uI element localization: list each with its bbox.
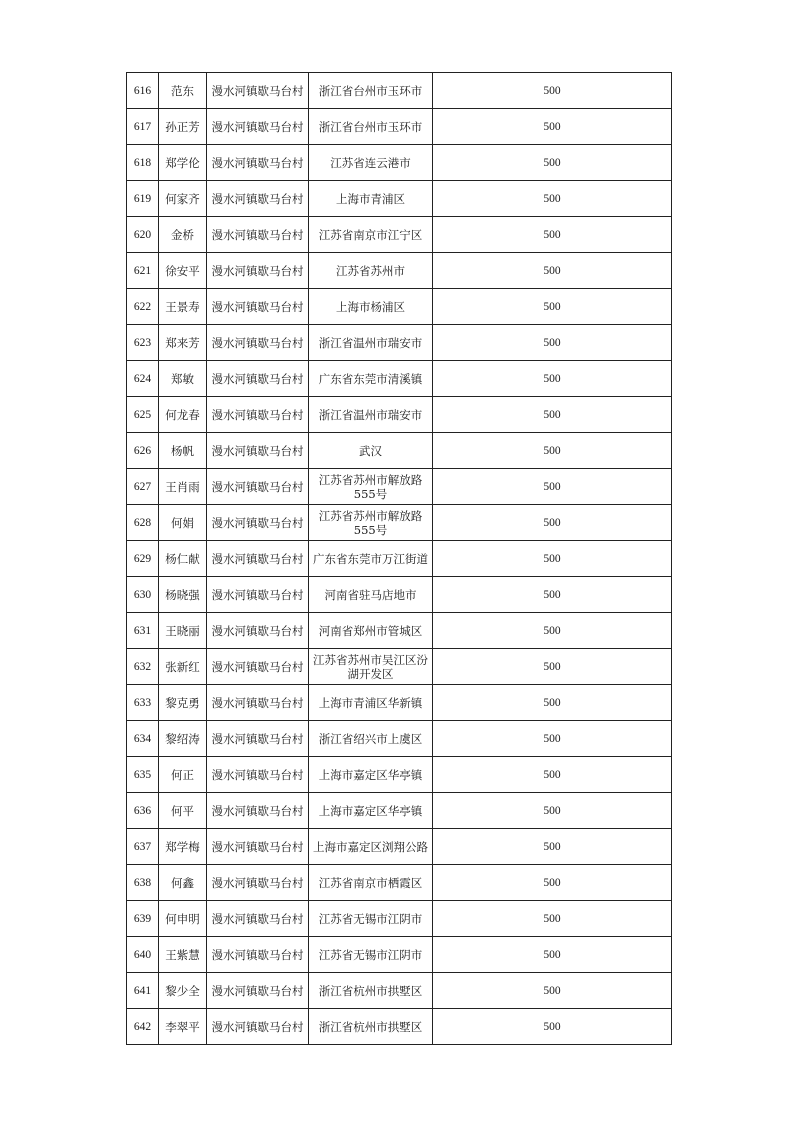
village-name: 漫水河镇歇马台村 bbox=[207, 181, 309, 217]
work-address: 江苏省苏州市吴江区汾湖开发区 bbox=[309, 649, 433, 685]
village-name: 漫水河镇歇马台村 bbox=[207, 973, 309, 1009]
table-row bbox=[127, 577, 672, 613]
table-row bbox=[127, 505, 672, 541]
village-name: 漫水河镇歇马台村 bbox=[207, 937, 309, 973]
person-name: 何娟 bbox=[159, 505, 207, 541]
work-address: 上海市嘉定区华亭镇 bbox=[309, 757, 433, 793]
village-name: 漫水河镇歇马台村 bbox=[207, 397, 309, 433]
subsidy-amount: 500 bbox=[433, 181, 672, 217]
table-row bbox=[127, 757, 672, 793]
row-number: 638 bbox=[127, 865, 159, 901]
village-name: 漫水河镇歇马台村 bbox=[207, 253, 309, 289]
row-number: 616 bbox=[127, 73, 159, 109]
row-number: 622 bbox=[127, 289, 159, 325]
person-name: 杨仁献 bbox=[159, 541, 207, 577]
village-name: 漫水河镇歇马台村 bbox=[207, 145, 309, 181]
village-name: 漫水河镇歇马台村 bbox=[207, 469, 309, 505]
village-name: 漫水河镇歇马台村 bbox=[207, 577, 309, 613]
subsidy-amount: 500 bbox=[433, 649, 672, 685]
work-address: 上海市嘉定区华亭镇 bbox=[309, 793, 433, 829]
subsidy-amount: 500 bbox=[433, 685, 672, 721]
subsidy-amount: 500 bbox=[433, 541, 672, 577]
subsidy-amount: 500 bbox=[433, 469, 672, 505]
subsidy-amount: 500 bbox=[433, 793, 672, 829]
row-number: 630 bbox=[127, 577, 159, 613]
person-name: 郑来芳 bbox=[159, 325, 207, 361]
village-name: 漫水河镇歇马台村 bbox=[207, 361, 309, 397]
work-address: 浙江省温州市瑞安市 bbox=[309, 397, 433, 433]
village-name: 漫水河镇歇马台村 bbox=[207, 829, 309, 865]
table-row bbox=[127, 253, 672, 289]
person-name: 王景寿 bbox=[159, 289, 207, 325]
row-number: 631 bbox=[127, 613, 159, 649]
village-name: 漫水河镇歇马台村 bbox=[207, 613, 309, 649]
person-name: 何龙春 bbox=[159, 397, 207, 433]
subsidy-amount: 500 bbox=[433, 577, 672, 613]
subsidy-amount: 500 bbox=[433, 145, 672, 181]
work-address: 上海市杨浦区 bbox=[309, 289, 433, 325]
village-name: 漫水河镇歇马台村 bbox=[207, 865, 309, 901]
village-name: 漫水河镇歇马台村 bbox=[207, 901, 309, 937]
subsidy-amount: 500 bbox=[433, 829, 672, 865]
subsidy-amount: 500 bbox=[433, 253, 672, 289]
table-row bbox=[127, 829, 672, 865]
table-row bbox=[127, 793, 672, 829]
person-name: 郑学伦 bbox=[159, 145, 207, 181]
subsidy-amount: 500 bbox=[433, 289, 672, 325]
person-name: 金桥 bbox=[159, 217, 207, 253]
records-table bbox=[126, 72, 672, 1045]
work-address: 浙江省杭州市拱墅区 bbox=[309, 1009, 433, 1045]
subsidy-amount: 500 bbox=[433, 937, 672, 973]
subsidy-amount: 500 bbox=[433, 217, 672, 253]
subsidy-amount: 500 bbox=[433, 505, 672, 541]
person-name: 王紫慧 bbox=[159, 937, 207, 973]
village-name: 漫水河镇歇马台村 bbox=[207, 109, 309, 145]
work-address: 江苏省南京市江宁区 bbox=[309, 217, 433, 253]
row-number: 642 bbox=[127, 1009, 159, 1045]
row-number: 639 bbox=[127, 901, 159, 937]
row-number: 641 bbox=[127, 973, 159, 1009]
row-number: 626 bbox=[127, 433, 159, 469]
work-address: 武汉 bbox=[309, 433, 433, 469]
village-name: 漫水河镇歇马台村 bbox=[207, 685, 309, 721]
work-address: 江苏省苏州市解放路555号 bbox=[309, 469, 433, 505]
table-row bbox=[127, 109, 672, 145]
person-name: 郑敏 bbox=[159, 361, 207, 397]
row-number: 635 bbox=[127, 757, 159, 793]
person-name: 黎绍涛 bbox=[159, 721, 207, 757]
village-name: 漫水河镇歇马台村 bbox=[207, 73, 309, 109]
village-name: 漫水河镇歇马台村 bbox=[207, 793, 309, 829]
subsidy-amount: 500 bbox=[433, 325, 672, 361]
table-row bbox=[127, 649, 672, 685]
table-row bbox=[127, 325, 672, 361]
work-address: 江苏省无锡市江阴市 bbox=[309, 937, 433, 973]
subsidy-amount: 500 bbox=[433, 721, 672, 757]
row-number: 633 bbox=[127, 685, 159, 721]
table-row bbox=[127, 613, 672, 649]
work-address: 江苏省连云港市 bbox=[309, 145, 433, 181]
row-number: 619 bbox=[127, 181, 159, 217]
work-address: 江苏省无锡市江阴市 bbox=[309, 901, 433, 937]
work-address: 河南省驻马店地市 bbox=[309, 577, 433, 613]
table-row bbox=[127, 685, 672, 721]
row-number: 623 bbox=[127, 325, 159, 361]
table-row bbox=[127, 541, 672, 577]
person-name: 杨帆 bbox=[159, 433, 207, 469]
table-row bbox=[127, 433, 672, 469]
row-number: 637 bbox=[127, 829, 159, 865]
work-address: 浙江省温州市瑞安市 bbox=[309, 325, 433, 361]
row-number: 628 bbox=[127, 505, 159, 541]
village-name: 漫水河镇歇马台村 bbox=[207, 541, 309, 577]
village-name: 漫水河镇歇马台村 bbox=[207, 1009, 309, 1045]
table-row bbox=[127, 901, 672, 937]
subsidy-amount: 500 bbox=[433, 73, 672, 109]
work-address: 上海市青浦区华新镇 bbox=[309, 685, 433, 721]
village-name: 漫水河镇歇马台村 bbox=[207, 649, 309, 685]
table-row bbox=[127, 469, 672, 505]
work-address: 江苏省苏州市 bbox=[309, 253, 433, 289]
village-name: 漫水河镇歇马台村 bbox=[207, 505, 309, 541]
subsidy-amount: 500 bbox=[433, 973, 672, 1009]
village-name: 漫水河镇歇马台村 bbox=[207, 217, 309, 253]
row-number: 620 bbox=[127, 217, 159, 253]
row-number: 636 bbox=[127, 793, 159, 829]
person-name: 孙正芳 bbox=[159, 109, 207, 145]
table-row bbox=[127, 361, 672, 397]
table-row bbox=[127, 73, 672, 109]
village-name: 漫水河镇歇马台村 bbox=[207, 721, 309, 757]
table-row bbox=[127, 181, 672, 217]
row-number: 634 bbox=[127, 721, 159, 757]
work-address: 上海市青浦区 bbox=[309, 181, 433, 217]
person-name: 王晓丽 bbox=[159, 613, 207, 649]
table-row bbox=[127, 217, 672, 253]
row-number: 618 bbox=[127, 145, 159, 181]
work-address: 河南省郑州市管城区 bbox=[309, 613, 433, 649]
row-number: 627 bbox=[127, 469, 159, 505]
subsidy-amount: 500 bbox=[433, 397, 672, 433]
row-number: 625 bbox=[127, 397, 159, 433]
subsidy-amount: 500 bbox=[433, 865, 672, 901]
person-name: 范东 bbox=[159, 73, 207, 109]
row-number: 640 bbox=[127, 937, 159, 973]
row-number: 629 bbox=[127, 541, 159, 577]
person-name: 李翠平 bbox=[159, 1009, 207, 1045]
subsidy-amount: 500 bbox=[433, 1009, 672, 1045]
work-address: 广东省东莞市万江街道 bbox=[309, 541, 433, 577]
village-name: 漫水河镇歇马台村 bbox=[207, 757, 309, 793]
row-number: 621 bbox=[127, 253, 159, 289]
subsidy-amount: 500 bbox=[433, 757, 672, 793]
records-table-body bbox=[127, 73, 672, 1045]
subsidy-amount: 500 bbox=[433, 433, 672, 469]
person-name: 郑学梅 bbox=[159, 829, 207, 865]
work-address: 江苏省苏州市解放路555号 bbox=[309, 505, 433, 541]
village-name: 漫水河镇歇马台村 bbox=[207, 433, 309, 469]
subsidy-amount: 500 bbox=[433, 613, 672, 649]
table-row bbox=[127, 973, 672, 1009]
person-name: 王肖雨 bbox=[159, 469, 207, 505]
table-row bbox=[127, 865, 672, 901]
table-row bbox=[127, 145, 672, 181]
table-row bbox=[127, 937, 672, 973]
person-name: 徐安平 bbox=[159, 253, 207, 289]
work-address: 江苏省南京市栖霞区 bbox=[309, 865, 433, 901]
person-name: 何申明 bbox=[159, 901, 207, 937]
work-address: 浙江省杭州市拱墅区 bbox=[309, 973, 433, 1009]
table-row bbox=[127, 397, 672, 433]
person-name: 何正 bbox=[159, 757, 207, 793]
table-row bbox=[127, 1009, 672, 1045]
village-name: 漫水河镇歇马台村 bbox=[207, 289, 309, 325]
work-address: 浙江省绍兴市上虞区 bbox=[309, 721, 433, 757]
person-name: 张新红 bbox=[159, 649, 207, 685]
subsidy-amount: 500 bbox=[433, 361, 672, 397]
person-name: 何鑫 bbox=[159, 865, 207, 901]
person-name: 何平 bbox=[159, 793, 207, 829]
work-address: 浙江省台州市玉环市 bbox=[309, 73, 433, 109]
village-name: 漫水河镇歇马台村 bbox=[207, 325, 309, 361]
table-row bbox=[127, 721, 672, 757]
person-name: 何家齐 bbox=[159, 181, 207, 217]
person-name: 黎少全 bbox=[159, 973, 207, 1009]
subsidy-amount: 500 bbox=[433, 901, 672, 937]
subsidy-amount: 500 bbox=[433, 109, 672, 145]
work-address: 广东省东莞市清溪镇 bbox=[309, 361, 433, 397]
table-row bbox=[127, 289, 672, 325]
row-number: 617 bbox=[127, 109, 159, 145]
person-name: 黎克勇 bbox=[159, 685, 207, 721]
row-number: 632 bbox=[127, 649, 159, 685]
work-address: 上海市嘉定区浏翔公路 bbox=[309, 829, 433, 865]
work-address: 浙江省台州市玉环市 bbox=[309, 109, 433, 145]
row-number: 624 bbox=[127, 361, 159, 397]
person-name: 杨晓强 bbox=[159, 577, 207, 613]
